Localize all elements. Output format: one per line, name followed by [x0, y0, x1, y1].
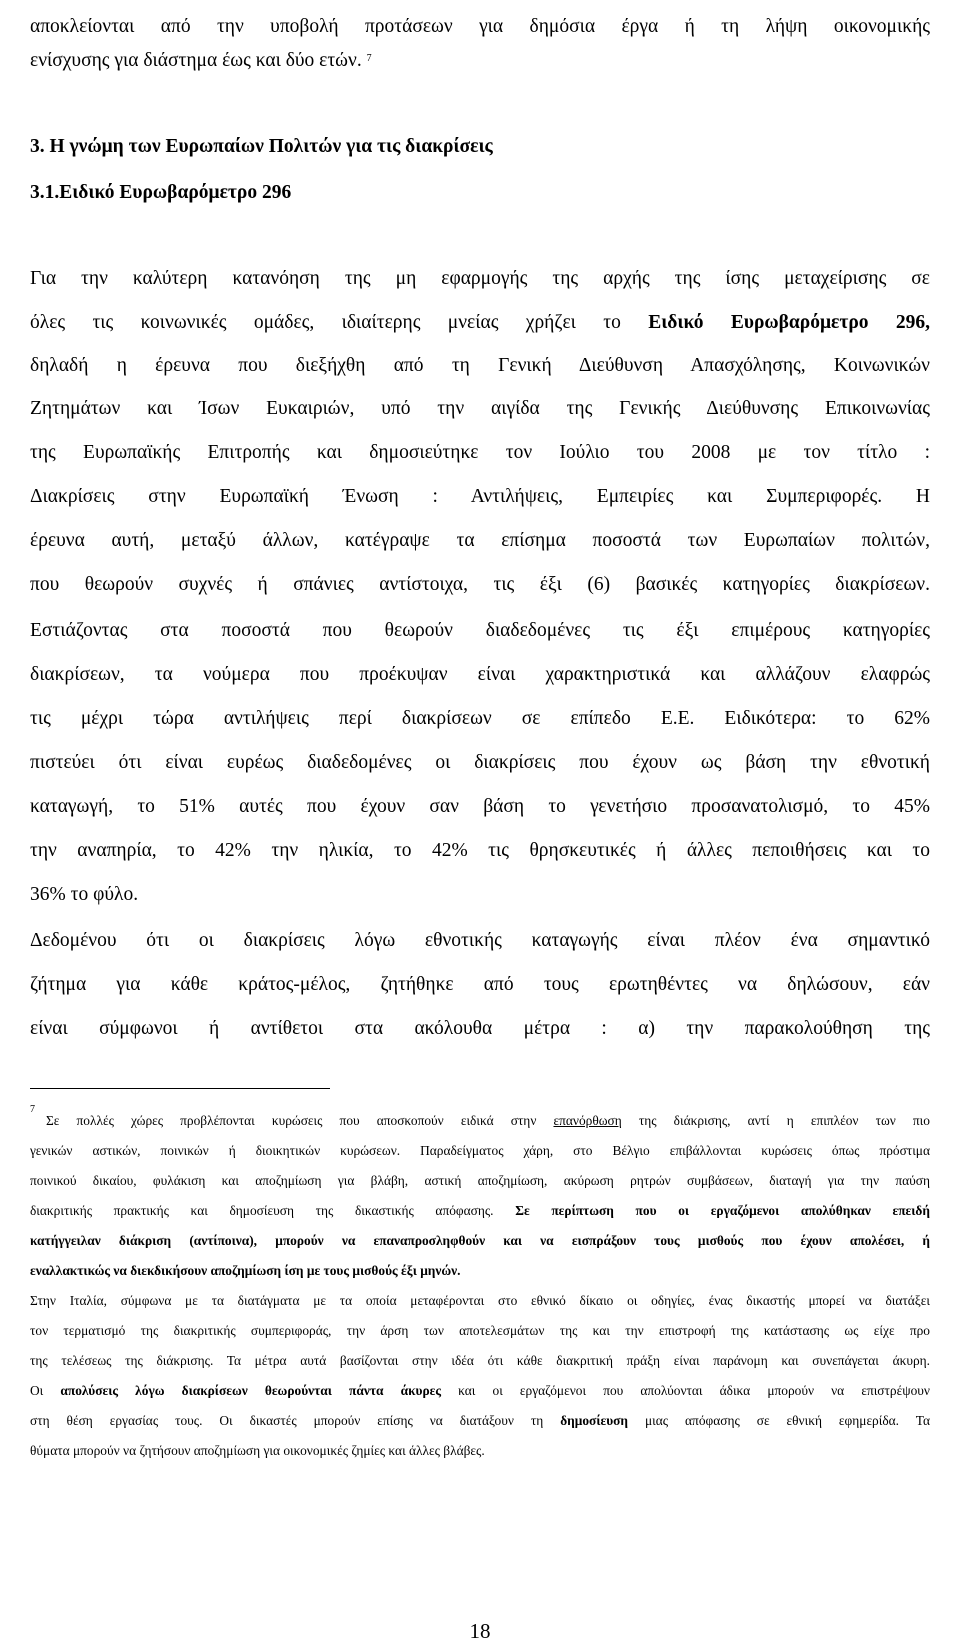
text-line: αποκλείονται από την υποβολή προτάσεων για δημόσια έργα ή τη λήψη οικονομικής: [30, 16, 930, 37]
text-line: 36% το φύλο.: [30, 884, 139, 905]
text-span: και οι εργαζόμενοι που απολύονται άδικα μπορούν να επιστρέψουν: [458, 1383, 930, 1398]
text-line: Εστιάζοντας στα ποσοστά που θεωρούν διαδεδομένες τις έξι επιμέρους κατηγορίες: [30, 620, 930, 641]
text-line: την αναπηρία, το 42% την ηλικία, το 42% τις θρησκευτικές ή άλλες πεποιθήσεις και το: [30, 840, 930, 861]
footnote-marker: 7: [30, 1104, 35, 1115]
text-line: διακρίσεων, τα νούμερα που προέκυψαν είναι χαρακτηριστικά και αλλάζουν ελαφρώς: [30, 664, 930, 685]
text-line: ζήτημα για κάθε κράτος-μέλος, ζητήθηκε από τους ερωτηθέντες να δηλώσουν, εάν: [30, 974, 930, 995]
section-heading: 3. Η γνώμη των Ευρωπαίων Πολιτών για τις διακρίσεις: [30, 136, 493, 157]
text-span: ενίσχυσης για διάστημα έως και δύο ετών.: [30, 50, 362, 71]
footnote-line: Στην Ιταλία, σύμφωνα με τα διατάγματα με τα οποία μεταφέρονται στο εθνικό δίκαιο οι οδηγίες, ένας δικαστής μπορεί να διατάξει: [30, 1293, 930, 1308]
text-span: μιας απόφασης σε εθνική εφημερίδα. Τα: [645, 1413, 930, 1428]
footnote-line: της τελέσεως της διάκρισης. Τα μέτρα αυτά βασίζονται στην ιδέα ότι κάθε διακριτική πράξη είναι παράνομη και συνεπάγεται άκυρη.: [30, 1353, 930, 1368]
footnote-reference[interactable]: 7: [366, 53, 372, 64]
bold-span: Σε περίπτωση που οι εργαζόμενοι απολύθηκαν επειδή: [515, 1203, 930, 1218]
text-line: δηλαδή η έρευνα που διεξήχθη από τη Γενική Διεύθυνση Απασχόλησης, Κοινωνικών: [30, 355, 930, 376]
bold-span: Ειδικό Ευρωβαρόμετρο 296,: [648, 312, 931, 333]
footnote-line: εναλλακτικώς να διεκδικήσουν αποζημίωση ίση με τους μισθούς έξι μηνών.: [30, 1263, 461, 1278]
text-span: διακριτικής πρακτικής και δημοσίευση της δικαστικής απόφασης.: [30, 1203, 494, 1218]
footnote-line: κατήγγειλαν διάκριση (αντίποινα), μπορούν να επαναπροσληφθούν και να εισπράξουν τους μισθούς που έχουν απολέσει, ή: [30, 1233, 930, 1248]
page-number: 18: [469, 1619, 491, 1643]
underlined-span: επανόρθωση: [553, 1113, 622, 1128]
text-line: είναι σύμφωνοι ή αντίθετοι στα ακόλουθα μέτρα : α) την παρακολούθηση της: [30, 1018, 930, 1039]
footnote-line: [30, 1382, 930, 1400]
text-span: Οι: [30, 1383, 44, 1398]
footnote-line: [46, 1112, 930, 1130]
text-line: Για την καλύτερη κατανόηση της μη εφαρμογής της αρχής της ίσης μεταχείρισης σε: [30, 268, 930, 289]
footnote-line: ποινικού δικαίου, φυλάκιση και αποζημίωση για βλάβη, αστική αποζημίωση, ακύρωση ρητρών συμβάσεων, διαταγή για την παύση: [30, 1173, 930, 1188]
text-line: της Ευρωπαϊκής Επιτροπής και δημοσιεύτηκε τον Ιούλιο του 2008 με τον τίτλο :: [30, 442, 930, 463]
footnote-line: τον τερματισμό της διακριτικής συμπεριφοράς, την άρση των αποτελεσμάτων της και την επιστροφή της κατάστασης ως είχε προ: [30, 1323, 930, 1338]
text-line: τις μέχρι τώρα αντιλήψεις περί διακρίσεων σε επίπεδο Ε.Ε. Ειδικότερα: το 62%: [30, 708, 930, 729]
footnote-line: θύματα μπορούν να ζητήσουν αποζημίωση για οικονομικές ζημίες και άλλες βλάβες.: [30, 1443, 485, 1458]
text-span: Σε πολλές χώρες προβλέπονται κυρώσεις που αποσκοπούν ειδικά στην: [46, 1113, 537, 1128]
text-line: [30, 310, 930, 336]
text-line: Ζητημάτων και Ίσων Ευκαιριών, υπό την αιγίδα της Γενικής Διεύθυνσης Επικοινωνίας: [30, 398, 930, 419]
bold-span: απολύσεις λόγω διακρίσεων θεωρούνται πάντα άκυρες: [60, 1383, 442, 1398]
text-line: Δεδομένου ότι οι διακρίσεις λόγω εθνοτικής καταγωγής είναι πλέον ένα σημαντικό: [30, 930, 930, 951]
text-line: [30, 48, 930, 74]
text-span: στη θέση εργασίας τους. Οι δικαστές μπορούν επίσης να διατάξουν τη: [30, 1413, 544, 1428]
bold-span: δημοσίευση: [560, 1413, 629, 1428]
footnote-line: [30, 1202, 930, 1220]
footnote-separator: [30, 1088, 330, 1089]
text-line: που θεωρούν συχνές ή σπάνιες αντίστοιχα, τις έξι (6) βασικές κατηγορίες διακρίσεων.: [30, 574, 930, 595]
text-span: όλες τις κοινωνικές ομάδες, ιδιαίτερης μνείας χρήζει το: [30, 312, 621, 333]
footnote-line: [30, 1412, 930, 1430]
text-line: πιστεύει ότι είναι ευρέως διαδεδομένες οι διακρίσεις που έχουν ως βάση την εθνοτική: [30, 752, 930, 773]
footnote-line: γενικών αστικών, ποινικών ή διοικητικών κυρώσεων. Παραδείγματος χάρη, στο Βέλγιο επιβάλλονται κυρώσεις όπως πρόστιμα: [30, 1143, 930, 1158]
text-line: έρευνα αυτή, μεταξύ άλλων, κατέγραψε τα επίσημα ποσοστά των Ευρωπαίων πολιτών,: [30, 530, 930, 551]
text-span: της διάκρισης, αντί η επιπλέον των πιο: [638, 1113, 930, 1128]
text-line: καταγωγή, το 51% αυτές που έχουν σαν βάση το γενετήσιο προσανατολισμό, το 45%: [30, 796, 930, 817]
text-line: Διακρίσεις στην Ευρωπαϊκή Ένωση : Αντιλήψεις, Εμπειρίες και Συμπεριφορές. Η: [30, 486, 930, 507]
subsection-heading: 3.1.Ειδικό Ευρωβαρόμετρο 296: [30, 182, 292, 203]
